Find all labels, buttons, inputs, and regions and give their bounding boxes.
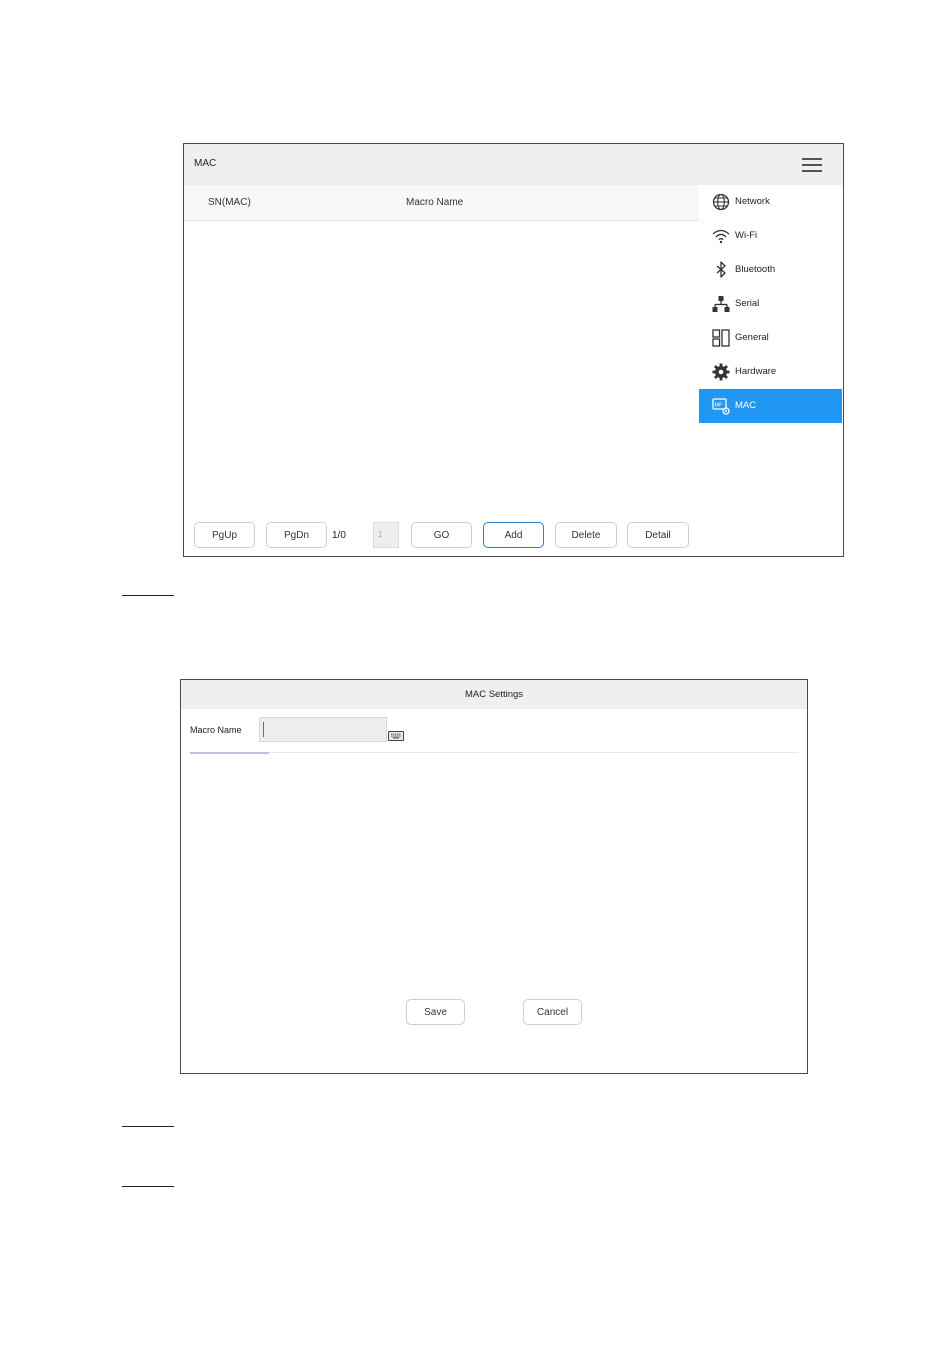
delete-button[interactable]: Delete <box>555 522 617 548</box>
sidebar-item-label: Wi-Fi <box>735 230 758 241</box>
step-marker-line <box>122 1126 174 1127</box>
page-number-input[interactable]: 1 <box>373 522 399 548</box>
cancel-button[interactable]: Cancel <box>523 999 582 1025</box>
sidebar-item-general[interactable] <box>699 321 842 355</box>
bluetooth-icon <box>712 261 730 279</box>
hamburger-menu-icon[interactable] <box>802 157 824 173</box>
mac-list-screen <box>183 143 844 557</box>
sidebar-item-serial[interactable] <box>699 287 842 321</box>
serial-network-icon <box>712 295 730 313</box>
sidebar-item-network[interactable] <box>699 185 842 219</box>
add-button[interactable]: Add <box>483 522 544 548</box>
step-marker-line <box>122 1186 174 1187</box>
save-button[interactable]: Save <box>406 999 465 1025</box>
mac-settings-icon <box>712 397 730 415</box>
layout-grid-icon <box>712 329 730 347</box>
dialog-header <box>181 680 807 709</box>
detail-button[interactable]: Detail <box>627 522 689 548</box>
sidebar-nav <box>699 185 843 425</box>
page-title: MAC <box>194 158 217 169</box>
sidebar-item-label: General <box>735 332 769 343</box>
globe-icon <box>712 193 730 211</box>
sidebar-item-hardware[interactable] <box>699 355 842 389</box>
table-header <box>184 185 699 221</box>
column-header-sn-mac: SN(MAC) <box>208 197 251 208</box>
header-bar <box>184 144 843 185</box>
step-marker-line <box>122 595 174 596</box>
mac-settings-dialog <box>180 679 808 1074</box>
wifi-icon <box>712 227 730 245</box>
sidebar-item-label: Bluetooth <box>735 264 776 275</box>
macro-name-label: Macro Name <box>190 725 242 735</box>
text-cursor <box>263 722 264 737</box>
page-up-button[interactable]: PgUp <box>194 522 255 548</box>
column-header-macro-name: Macro Name <box>406 197 464 208</box>
field-divider <box>190 752 798 753</box>
sidebar-item-label: Serial <box>735 298 760 309</box>
sidebar-item-mac[interactable] <box>699 389 842 423</box>
sidebar-item-label: MAC <box>735 400 757 411</box>
sidebar-item-label: Network <box>735 196 770 207</box>
page-down-button[interactable]: PgDn <box>266 522 327 548</box>
sidebar-item-wifi[interactable] <box>699 219 842 253</box>
page-indicator: 1/0 <box>332 530 346 541</box>
svg-text:MF: MF <box>714 402 723 409</box>
gear-icon <box>712 363 730 381</box>
macro-name-input[interactable] <box>259 717 387 742</box>
keyboard-icon[interactable] <box>388 731 404 741</box>
dialog-title: MAC Settings <box>464 689 524 700</box>
go-button[interactable]: GO <box>411 522 472 548</box>
active-field-underline <box>190 752 269 754</box>
sidebar-item-label: Hardware <box>735 366 777 377</box>
sidebar-item-bluetooth[interactable] <box>699 253 842 287</box>
